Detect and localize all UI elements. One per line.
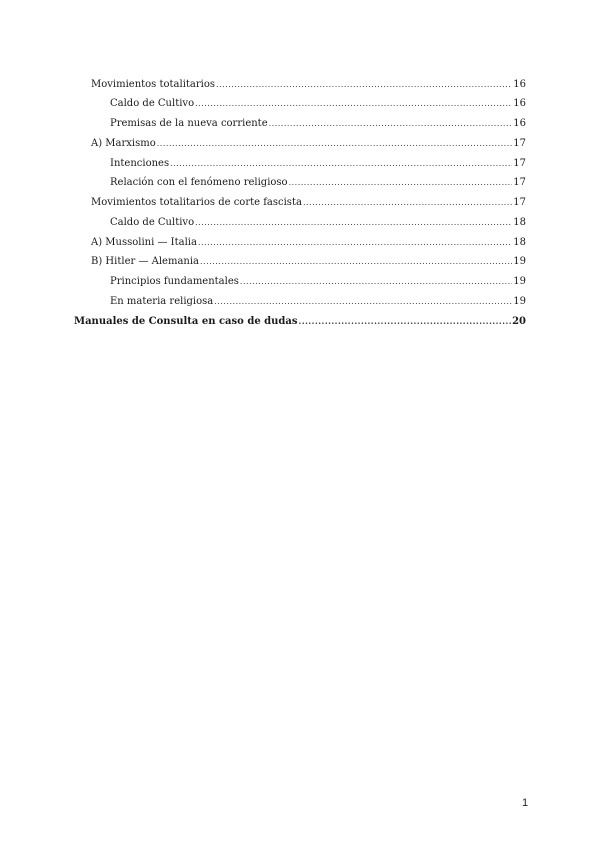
toc-leader-dots <box>200 255 512 268</box>
toc-leader-dots <box>170 157 512 170</box>
toc-entry-page: 16 <box>513 79 526 90</box>
toc-leader-dots <box>289 176 513 189</box>
toc-entry-title: Caldo de Cultivo <box>110 98 195 109</box>
toc-entry-page: 18 <box>513 217 526 228</box>
toc-leader-dots <box>198 236 512 249</box>
toc-leader-dots <box>299 315 512 328</box>
toc-leader-dots <box>269 117 513 130</box>
toc-entry-premisas[interactable] <box>110 117 526 130</box>
toc-entry-title: A) Mussolini — Italia <box>91 237 197 248</box>
toc-entry-title: B) Hitler — Alemania <box>91 256 200 267</box>
toc-entry-caldo-de-cultivo-2[interactable] <box>110 216 526 229</box>
toc-entry-title: Movimientos totalitarios <box>91 79 216 90</box>
toc-entry-page: 19 <box>513 256 526 267</box>
toc-entry-title: En materia religiosa <box>110 296 214 307</box>
toc-entry-principios[interactable] <box>110 275 526 288</box>
toc-entry-title: Premisas de la nueva corriente <box>110 118 268 129</box>
toc-entry-title: Movimientos totalitarios de corte fascista <box>91 197 302 208</box>
toc-leader-dots <box>240 275 512 288</box>
toc-entry-title: Caldo de Cultivo <box>110 217 195 228</box>
toc-entry-marxismo[interactable] <box>91 137 526 150</box>
toc-entry-page: 17 <box>513 138 526 149</box>
toc-entry-manuales[interactable] <box>74 315 526 328</box>
toc-entry-title: Manuales de Consulta en caso de dudas <box>74 316 298 327</box>
toc-leader-dots <box>214 295 512 308</box>
toc-entry-title: Principios fundamentales <box>110 276 239 287</box>
toc-entry-movimientos-fascista[interactable] <box>91 196 526 209</box>
toc-entry-page: 16 <box>513 118 526 129</box>
toc-entry-mussolini[interactable] <box>91 236 526 249</box>
toc-entry-title: A) Marxismo <box>91 138 156 149</box>
toc-entry-page: 17 <box>513 177 526 188</box>
toc-entry-page: 16 <box>513 98 526 109</box>
toc-entry-page: 19 <box>513 296 526 307</box>
toc-entry-page: 17 <box>513 158 526 169</box>
toc-entry-page: 17 <box>513 197 526 208</box>
toc-entry-relacion-religioso[interactable] <box>110 176 526 189</box>
page-number: 1 <box>521 797 529 809</box>
toc-entry-movimientos-totalitarios[interactable] <box>91 78 526 91</box>
toc-entry-intenciones[interactable] <box>110 157 526 170</box>
toc-leader-dots <box>195 216 512 229</box>
toc-leader-dots <box>195 97 512 110</box>
toc-entry-materia-religiosa[interactable] <box>110 295 526 308</box>
toc-entry-hitler[interactable] <box>91 255 526 268</box>
toc-entry-page: 18 <box>513 237 526 248</box>
toc-entry-title: Intenciones <box>110 158 170 169</box>
toc-entry-page: 19 <box>513 276 526 287</box>
toc-entry-title: Relación con el fenómeno religioso <box>110 177 288 188</box>
toc-leader-dots <box>216 78 512 91</box>
toc-entry-page: 20 <box>512 316 526 327</box>
toc-entry-caldo-de-cultivo[interactable] <box>110 97 526 110</box>
toc-leader-dots <box>157 137 513 150</box>
toc-leader-dots <box>303 196 512 209</box>
